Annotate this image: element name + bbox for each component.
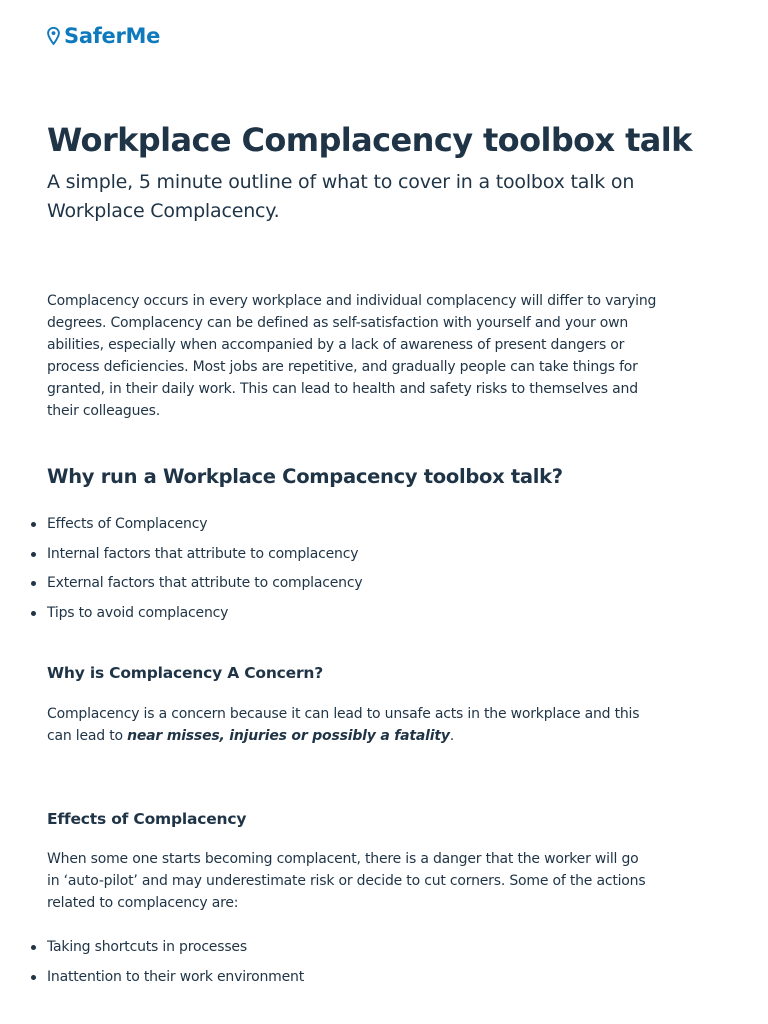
effects-paragraph: When some one starts becoming complacent, there is a danger that the worker will go in ‘auto-pilot’ and may underestimate risk or decide to cut corners. Some of the actions related to complacency are: <box>47 851 646 911</box>
intro-paragraph: Complacency occurs in every workplace and individual complacency will differ to varying degrees. Complacency can be defined as self-satisfaction with yourself and your own abilities, especially when accompanied by a lack of awareness of present dangers or process deficiencies. Most jobs are repetitive, and gradually people can take things for granted, in their daily work. This can lead to health and safety risks to themselves and their colleagues. <box>47 293 657 419</box>
why-run-heading: Why run a Workplace Compacency toolbox talk? <box>47 465 563 488</box>
list-item: Taking shortcuts in processes <box>47 937 304 967</box>
brand-name: SaferMe <box>64 24 161 48</box>
list-item: Effects of Complacency <box>47 514 362 544</box>
page-subtitle: A simple, 5 minute outline of what to cover in a toolbox talk on Workplace Complacency. <box>47 171 635 222</box>
concern-heading: Why is Complacency A Concern? <box>47 664 324 682</box>
effects-list <box>47 937 304 996</box>
page-title: Workplace Complacency toolbox talk <box>47 121 692 159</box>
concern-paragraph <box>47 703 647 747</box>
saferme-logo <box>47 24 160 48</box>
location-pin-icon <box>47 27 60 45</box>
concern-text-end: . <box>449 728 455 744</box>
list-item: External factors that attribute to complacency <box>47 573 362 603</box>
concern-text: Complacency is a concern because it can lead to unsafe acts in the workplace and this can lead to <box>47 706 640 744</box>
concern-emphasis: near misses, injuries or possibly a fatality <box>127 728 450 744</box>
effects-heading: Effects of Complacency <box>47 810 247 828</box>
why-run-list <box>47 514 362 632</box>
list-item: Inattention to their work environment <box>47 967 304 997</box>
list-item: Tips to avoid complacency <box>47 603 362 633</box>
list-item: Internal factors that attribute to complacency <box>47 544 362 574</box>
